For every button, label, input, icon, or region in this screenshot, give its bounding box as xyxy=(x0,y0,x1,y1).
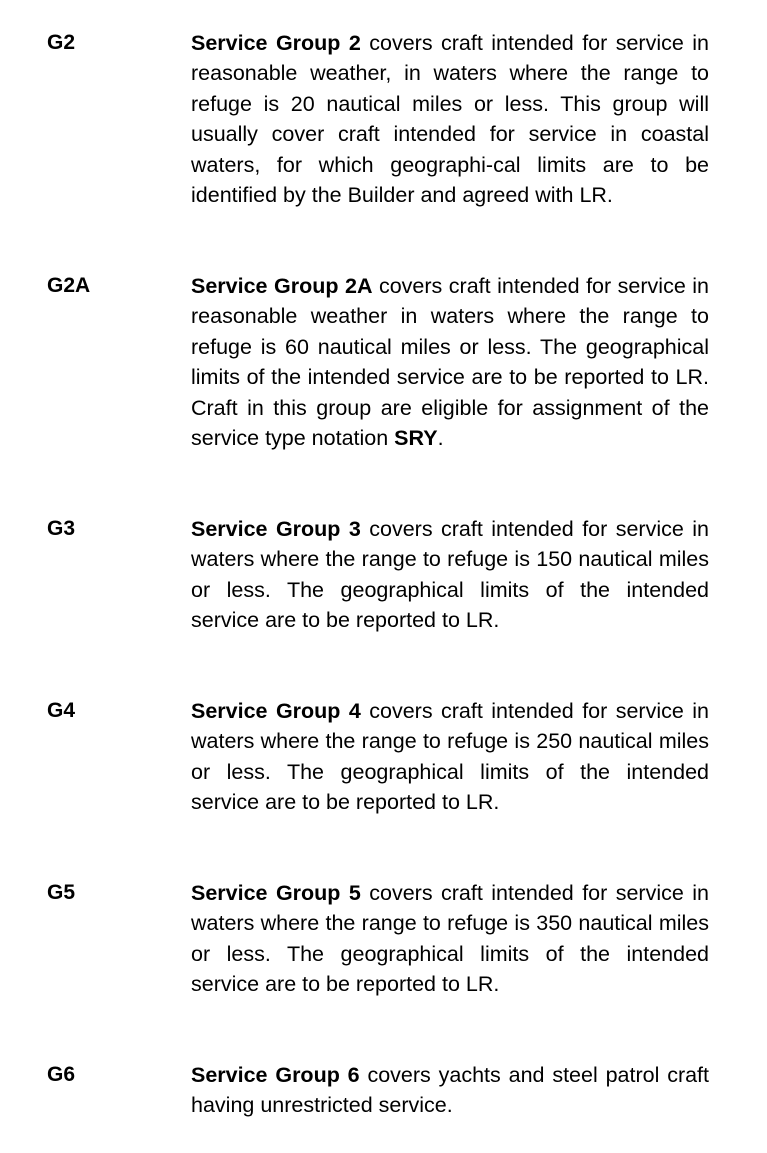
notation-sry: SRY xyxy=(394,426,438,451)
description-text: covers craft intended for service in reasonable weather in waters where the range to refuge is 60 nautical miles or less. The geographical limits of the intended service are to be reported to LR. Craft in this group are eligible for assignment of the service type notation xyxy=(191,274,709,451)
entry-code: G6 xyxy=(47,1063,76,1086)
entry-code: G3 xyxy=(47,517,76,540)
service-group-title: Service Group 2A xyxy=(191,274,373,298)
entry-description xyxy=(191,696,709,818)
description-text: covers craft intended for service in waters where the range to refuge is 350 nautical miles or less. The geographical limits of the intended service are to be reported to LR. xyxy=(191,881,709,997)
entry-code: G5 xyxy=(47,881,76,904)
entry-code: G2A xyxy=(47,274,91,297)
entry-description xyxy=(191,514,709,636)
service-group-title: Service Group 5 xyxy=(191,881,361,905)
description-text: covers craft intended for service in waters where the range to refuge is 250 nautical miles or less. The geographical limits of the intended service are to be reported to LR. xyxy=(191,699,709,815)
entry-description xyxy=(191,28,709,210)
entry-description xyxy=(191,878,709,1000)
entry-code: G2 xyxy=(47,31,76,54)
description-text: covers craft intended for service in waters where the range to refuge is 150 nautical miles or less. The geographical limits of the intended service are to be reported to LR. xyxy=(191,517,709,633)
description-text: covers yachts and steel patrol craft having unrestricted service. xyxy=(191,1063,710,1118)
service-group-title: Service Group 4 xyxy=(191,699,361,723)
entry-description xyxy=(191,271,709,453)
service-group-title: Service Group 6 xyxy=(191,1063,360,1087)
service-group-title: Service Group 3 xyxy=(191,517,361,541)
entry-code: G4 xyxy=(47,699,76,722)
service-group-title: Service Group 2 xyxy=(191,31,361,55)
description-text: covers craft intended for service in reasonable weather, in waters where the range to refuge is 20 nautical miles or less. This group will usually cover craft intended for service in coastal waters, for which geographi-cal limits are to be identified by the Builder and agreed with LR. xyxy=(191,31,709,208)
entry-description xyxy=(191,1060,709,1121)
description-text-end: . xyxy=(437,426,444,451)
